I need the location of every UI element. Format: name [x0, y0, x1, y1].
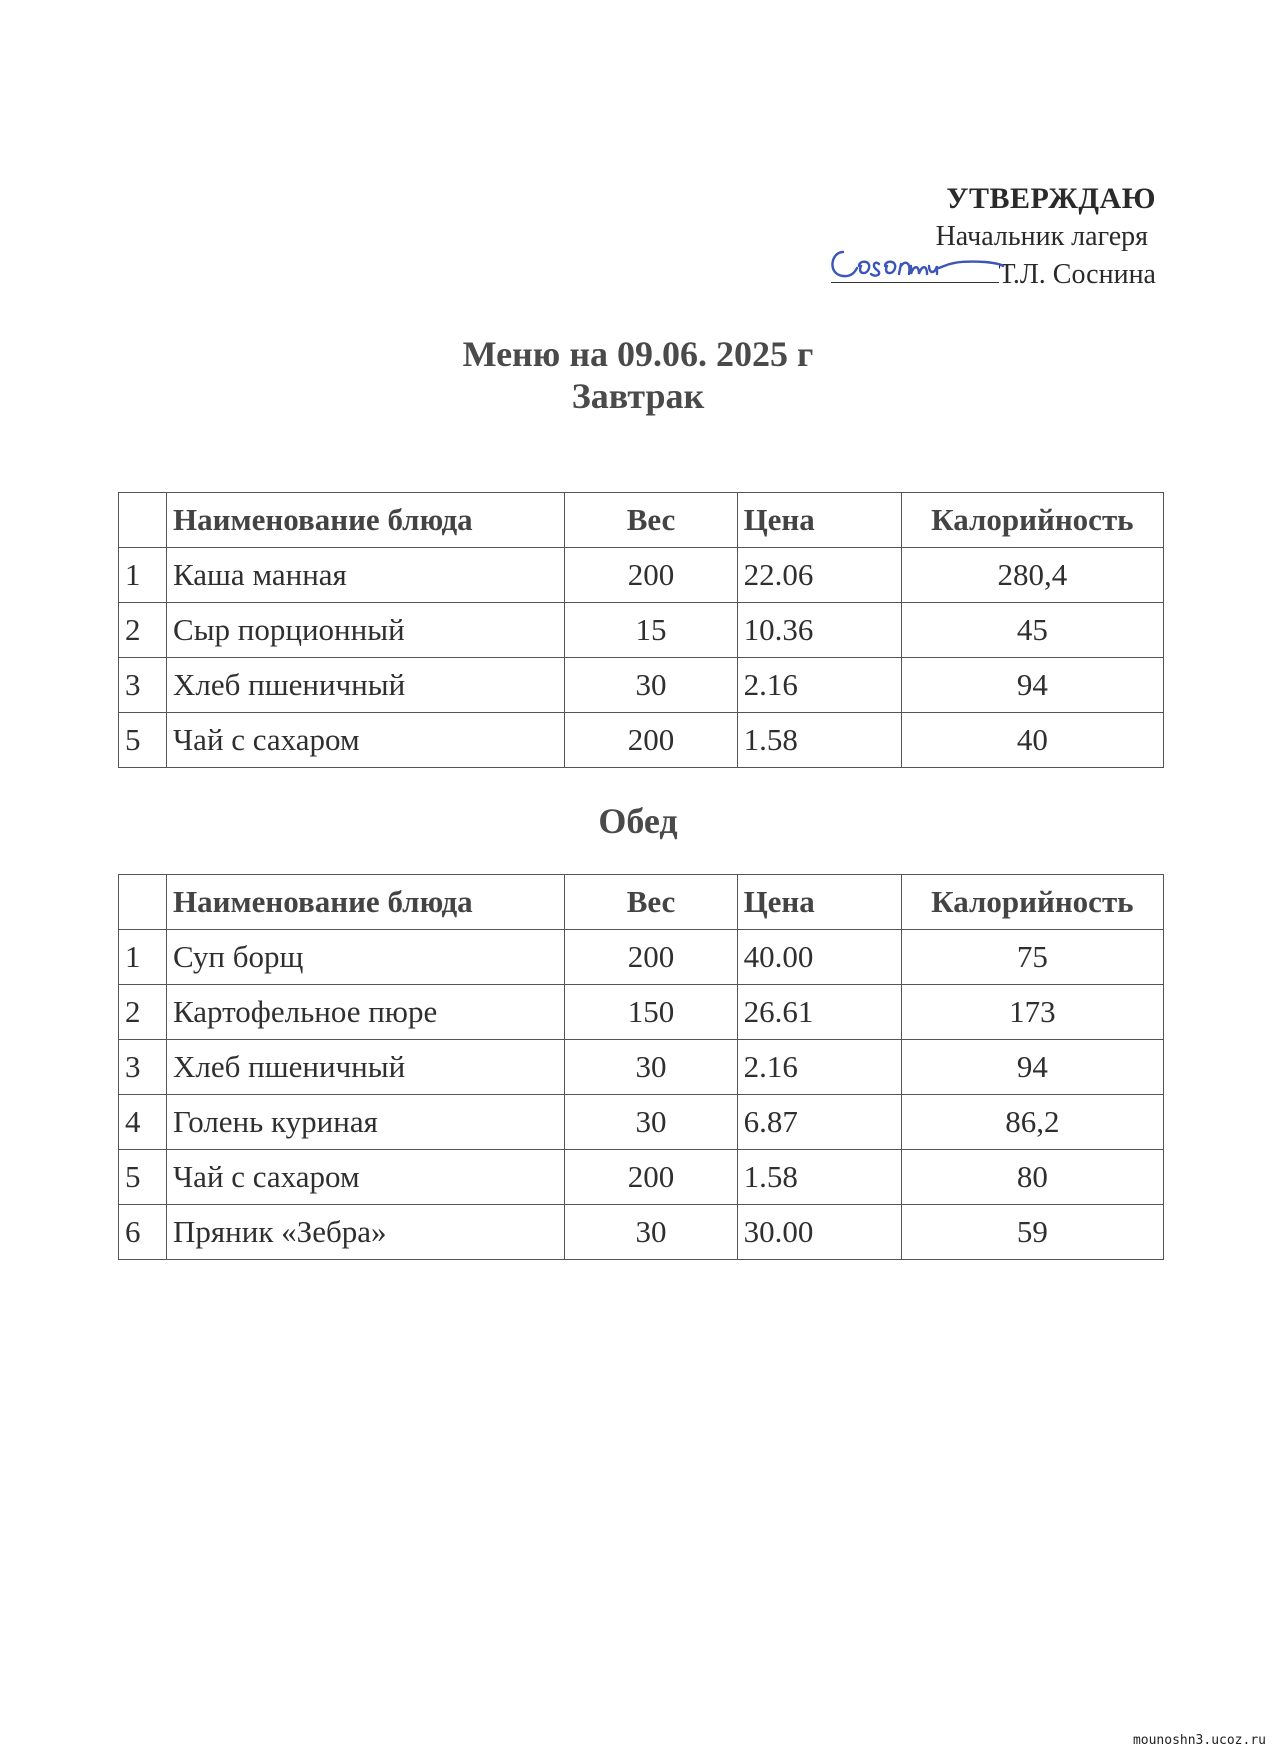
dish-weight: 30 — [565, 658, 737, 713]
dish-calories: 173 — [901, 985, 1163, 1040]
handwritten-signature — [825, 230, 1005, 286]
table-row — [119, 985, 1164, 1040]
signature-row — [831, 256, 1156, 294]
dish-calories: 94 — [901, 1040, 1163, 1095]
dish-weight: 15 — [565, 603, 737, 658]
dish-price: 2.16 — [737, 658, 901, 713]
table-header-row — [119, 875, 1164, 930]
header-num — [119, 875, 167, 930]
dish-name: Каша манная — [167, 548, 565, 603]
dish-price: 2.16 — [737, 1040, 901, 1095]
menu-title: Меню на 09.06. 2025 г — [462, 334, 814, 374]
header-dish-name: Наименование блюда — [167, 493, 565, 548]
dish-name: Картофельное пюре — [167, 985, 565, 1040]
dish-weight: 30 — [565, 1205, 737, 1260]
dish-name: Хлеб пшеничный — [167, 1040, 565, 1095]
header-dish-name: Наименование блюда — [167, 875, 565, 930]
row-num: 4 — [119, 1095, 167, 1150]
dish-calories: 80 — [901, 1150, 1163, 1205]
dish-calories: 40 — [901, 713, 1163, 768]
dish-calories: 45 — [901, 603, 1163, 658]
dish-name: Голень куриная — [167, 1095, 565, 1150]
table-row — [119, 1150, 1164, 1205]
signature-line — [831, 258, 999, 283]
menu-title-block — [0, 330, 1276, 378]
dish-name: Хлеб пшеничный — [167, 658, 565, 713]
lunch-table — [118, 874, 1164, 1260]
dish-calories: 280,4 — [901, 548, 1163, 603]
site-watermark: mounoshn3.ucoz.ru — [1132, 1733, 1266, 1748]
dish-weight: 30 — [565, 1040, 737, 1095]
table-row — [119, 1095, 1164, 1150]
header-num — [119, 493, 167, 548]
header-calories: Калорийность — [901, 493, 1163, 548]
row-num: 2 — [119, 985, 167, 1040]
row-num: 2 — [119, 603, 167, 658]
dish-price: 30.00 — [737, 1205, 901, 1260]
dish-price: 1.58 — [737, 1150, 901, 1205]
header-price: Цена — [737, 493, 901, 548]
row-num: 6 — [119, 1205, 167, 1260]
dish-price: 6.87 — [737, 1095, 901, 1150]
table-row — [119, 548, 1164, 603]
row-num: 3 — [119, 658, 167, 713]
table-row — [119, 1040, 1164, 1095]
table-row — [119, 658, 1164, 713]
header-calories: Калорийность — [901, 875, 1163, 930]
dish-name: Суп борщ — [167, 930, 565, 985]
dish-calories: 94 — [901, 658, 1163, 713]
dish-weight: 150 — [565, 985, 737, 1040]
header-weight: Вес — [565, 493, 737, 548]
dish-name: Пряник «Зебра» — [167, 1205, 565, 1260]
header-weight: Вес — [565, 875, 737, 930]
dish-price: 22.06 — [737, 548, 901, 603]
approval-heading: УТВЕРЖДАЮ — [946, 182, 1156, 215]
row-num: 1 — [119, 930, 167, 985]
dish-weight: 200 — [565, 548, 737, 603]
approval-block — [831, 180, 1156, 294]
table-row — [119, 713, 1164, 768]
dish-price: 26.61 — [737, 985, 901, 1040]
dish-calories: 59 — [901, 1205, 1163, 1260]
table-row — [119, 1205, 1164, 1260]
approver-name: Т.Л. Соснина — [998, 259, 1156, 290]
row-num: 3 — [119, 1040, 167, 1095]
dish-price: 1.58 — [737, 713, 901, 768]
lunch-heading: Обед — [598, 801, 678, 841]
dish-price: 10.36 — [737, 603, 901, 658]
dish-calories: 75 — [901, 930, 1163, 985]
dish-name: Сыр порционный — [167, 603, 565, 658]
dish-name: Чай с сахаром — [167, 713, 565, 768]
dish-weight: 30 — [565, 1095, 737, 1150]
breakfast-heading: Завтрак — [571, 376, 705, 416]
row-num: 5 — [119, 713, 167, 768]
dish-calories: 86,2 — [901, 1095, 1163, 1150]
dish-price: 40.00 — [737, 930, 901, 985]
breakfast-table — [118, 492, 1164, 768]
table-row — [119, 930, 1164, 985]
dish-name: Чай с сахаром — [167, 1150, 565, 1205]
table-header-row — [119, 493, 1164, 548]
approver-position: Начальник лагеря — [935, 221, 1148, 252]
header-price: Цена — [737, 875, 901, 930]
dish-weight: 200 — [565, 713, 737, 768]
row-num: 1 — [119, 548, 167, 603]
table-row — [119, 603, 1164, 658]
dish-weight: 200 — [565, 1150, 737, 1205]
dish-weight: 200 — [565, 930, 737, 985]
row-num: 5 — [119, 1150, 167, 1205]
